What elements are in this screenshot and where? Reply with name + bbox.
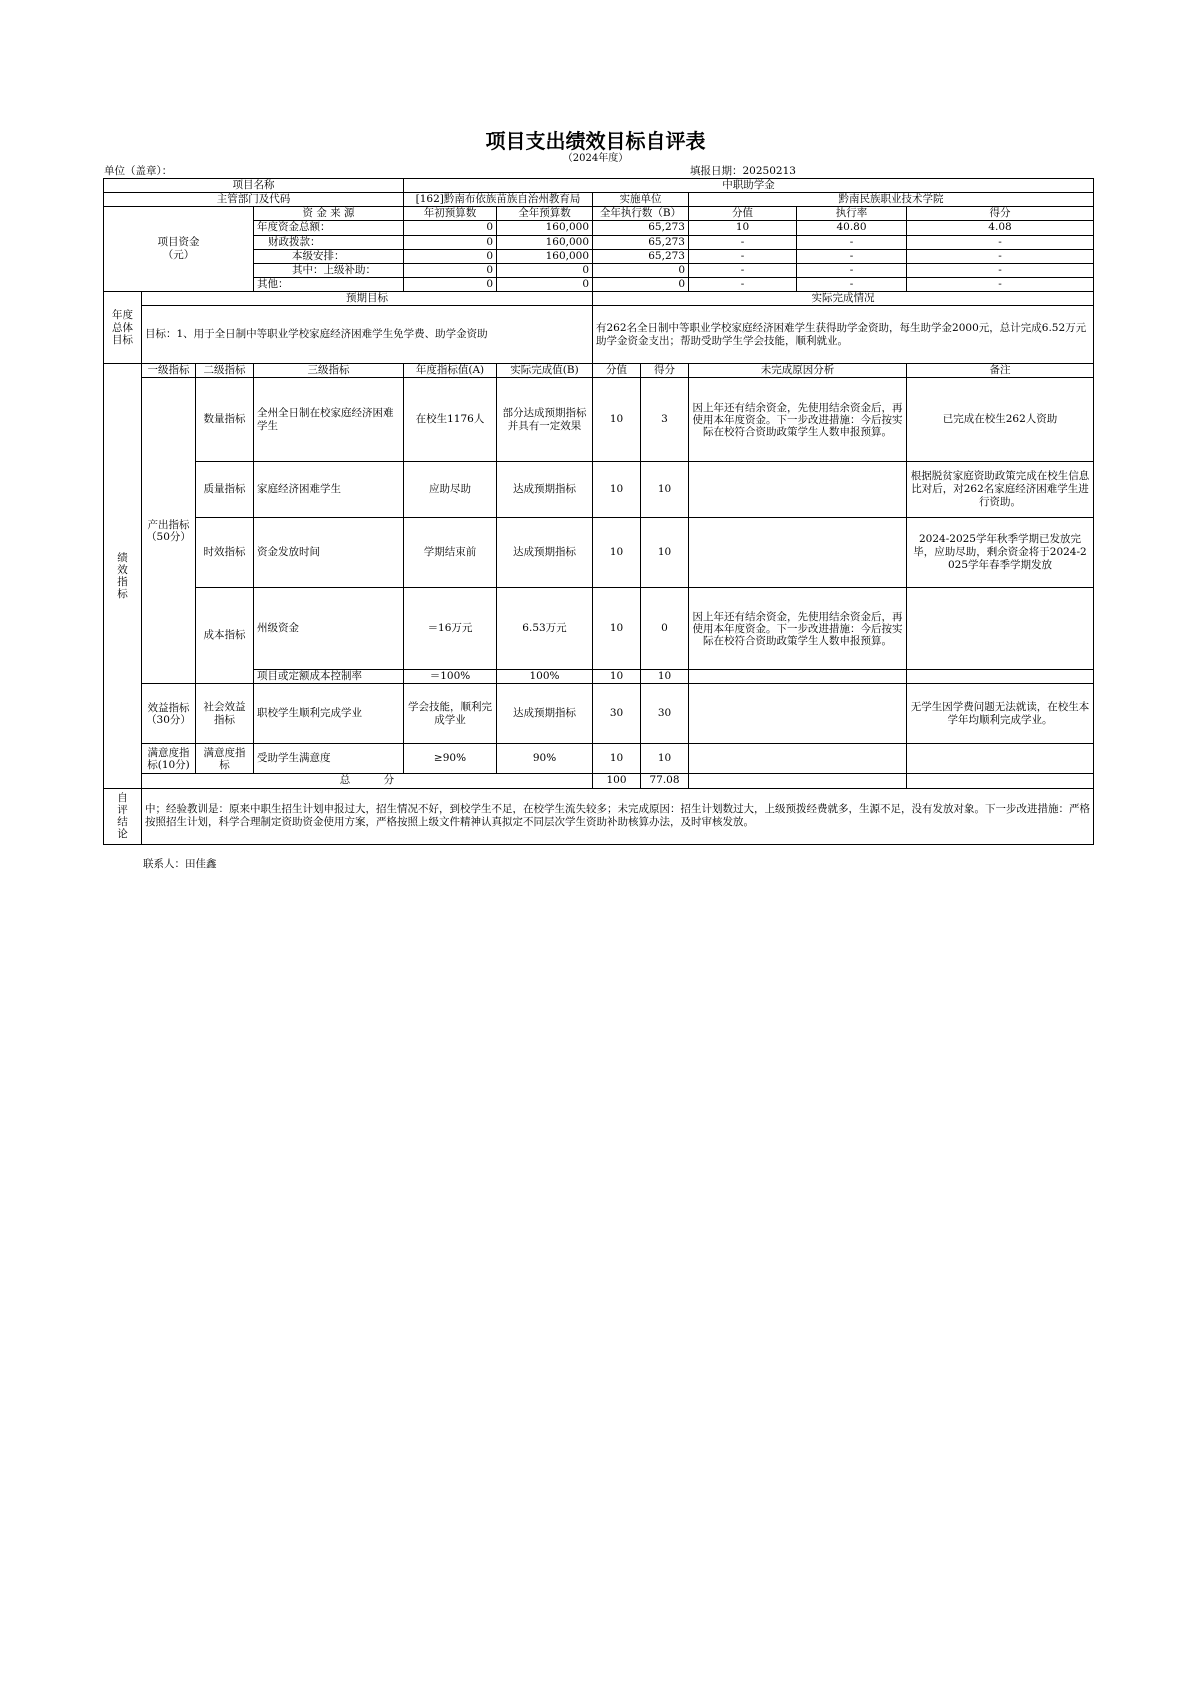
actual-completion-header: 实际完成情况	[593, 292, 1094, 306]
fund-score: -	[907, 263, 1094, 277]
indicator-score: 0	[641, 588, 689, 670]
fund-score: -	[907, 235, 1094, 249]
indicator-reason	[689, 670, 907, 684]
indicator-note: 已完成在校生262人资助	[907, 378, 1094, 462]
project-name-label: 项目名称	[104, 179, 404, 193]
contact-person: 联系人：田佳鑫	[143, 858, 217, 870]
performance-indicators-label: 绩 效 指 标	[104, 364, 142, 788]
indicator-reason: 因上年还有结余资金，先使用结余资金后，再使用本年度资金。下一步改进措施：今后按实际在校符合资助政策学生人数申报预算。	[689, 378, 907, 462]
goals-header-row	[104, 292, 1094, 306]
fund-initial: 0	[404, 277, 497, 291]
fill-date: 填报日期：20250213	[690, 165, 796, 177]
fund-rate: -	[797, 235, 907, 249]
indicator-reason: 因上年还有结余资金，先使用结余资金后，再使用本年度资金。下一步改进措施：今后按实际在校符合资助政策学生人数申报预算。	[689, 588, 907, 670]
implementing-unit-label: 实施单位	[593, 193, 689, 207]
indicator-level3: 州级资金	[254, 588, 404, 670]
indicator-actual: 6.53万元	[497, 588, 593, 670]
indicator-level2: 满意度指标	[196, 744, 254, 774]
indicator-target: 在校生1176人	[404, 378, 497, 462]
fund-source: 其中：上级补助：	[254, 263, 404, 277]
funds-header-rate: 执行率	[797, 207, 907, 221]
fund-score-value: -	[689, 277, 797, 291]
indicator-row	[104, 462, 1094, 518]
indicator-note: 根据脱贫家庭资助政策完成在校生信息比对后，对262名家庭经济困难学生进行资助。	[907, 462, 1094, 518]
department-value: [162]黔南布依族苗族自治州教育局	[404, 193, 593, 207]
benefit-indicator-label: 效益指标 （30分）	[142, 684, 196, 744]
indicator-level3: 资金发放时间	[254, 518, 404, 588]
indicator-score: 3	[641, 378, 689, 462]
indicator-level2: 数量指标	[196, 378, 254, 462]
indicator-actual: 部分达成预期指标并具有一定效果	[497, 378, 593, 462]
indicator-header-level2: 二级指标	[196, 364, 254, 378]
funds-header-executed: 全年执行数（B）	[593, 207, 689, 221]
indicator-row	[104, 518, 1094, 588]
indicator-header-reason: 未完成原因分析	[689, 364, 907, 378]
fund-score: -	[907, 249, 1094, 263]
annual-goals-label: 年度 总体 目标	[104, 292, 142, 364]
fund-annual: 160,000	[497, 221, 593, 235]
total-reason-empty	[689, 774, 907, 788]
indicator-header-level3: 三级指标	[254, 364, 404, 378]
indicator-level2: 时效指标	[196, 518, 254, 588]
indicator-score: 10	[641, 462, 689, 518]
indicator-reason	[689, 684, 907, 744]
indicator-row	[104, 588, 1094, 670]
total-label: 总 分	[142, 774, 593, 788]
indicator-score: 30	[641, 684, 689, 744]
fund-annual: 0	[497, 263, 593, 277]
fund-executed: 65,273	[593, 221, 689, 235]
indicator-target: 学会技能，顺利完成学业	[404, 684, 497, 744]
funds-header-initial: 年初预算数	[404, 207, 497, 221]
self-evaluation-label: 自 评 结 论	[104, 788, 142, 844]
fund-rate: -	[797, 263, 907, 277]
fund-rate: 40.80	[797, 221, 907, 235]
indicator-actual: 达成预期指标	[497, 684, 593, 744]
indicator-row	[104, 684, 1094, 744]
total-note-empty	[907, 774, 1094, 788]
fund-source: 本级安排：	[254, 249, 404, 263]
indicator-row	[104, 744, 1094, 774]
department-row	[104, 193, 1094, 207]
funds-label: 项目资金 （元）	[104, 207, 254, 292]
indicator-header-value: 分值	[593, 364, 641, 378]
indicator-value: 10	[593, 518, 641, 588]
indicator-header-level1: 一级指标	[142, 364, 196, 378]
fund-rate: -	[797, 249, 907, 263]
fund-score-value: -	[689, 263, 797, 277]
indicator-note	[907, 744, 1094, 774]
conclusion-row	[104, 788, 1094, 844]
indicator-target: 学期结束前	[404, 518, 497, 588]
implementing-unit-value: 黔南民族职业技术学院	[689, 193, 1094, 207]
fund-executed: 65,273	[593, 249, 689, 263]
fund-score-value: -	[689, 249, 797, 263]
fund-initial: 0	[404, 221, 497, 235]
fund-source: 年度资金总额：	[254, 221, 404, 235]
indicator-actual: 90%	[497, 744, 593, 774]
total-value: 100	[593, 774, 641, 788]
fund-initial: 0	[404, 263, 497, 277]
indicators-header-row	[104, 364, 1094, 378]
department-label: 主管部门及代码	[104, 193, 404, 207]
funds-header-annual: 全年预算数	[497, 207, 593, 221]
expected-goal-text: 目标：1、用于全日制中等职业学校家庭经济困难学生免学费、助学金资助	[142, 306, 593, 364]
indicator-row	[104, 378, 1094, 462]
indicator-reason	[689, 744, 907, 774]
indicator-value: 30	[593, 684, 641, 744]
indicator-value: 10	[593, 744, 641, 774]
fund-annual: 160,000	[497, 235, 593, 249]
output-indicator-label: 产出指标 （50分）	[142, 378, 196, 684]
self-evaluation-text: 中；经验教训是：原来中职生招生计划申报过大，招生情况不好，到校学生不足，在校学生流失较多；未完成原因：招生计划数过大，上级预拨经费就多，生源不足，没有发放对象。下一步改进措施：严格按照招生计划，科学合理制定资助资金使用方案，严格按照上级文件精神认真拟定不同层次学生资助补助核算办法，及时审核发放。	[142, 788, 1094, 844]
total-score: 77.08	[641, 774, 689, 788]
goals-content-row	[104, 306, 1094, 364]
indicator-level3: 职校学生顺利完成学业	[254, 684, 404, 744]
fund-executed: 65,273	[593, 235, 689, 249]
indicator-note	[907, 588, 1094, 670]
indicator-value: 10	[593, 378, 641, 462]
indicator-level3: 全州全日制在校家庭经济困难学生	[254, 378, 404, 462]
expected-goal-header: 预期目标	[142, 292, 593, 306]
indicator-level3: 受助学生满意度	[254, 744, 404, 774]
self-evaluation-table	[103, 178, 1094, 845]
indicator-actual: 达成预期指标	[497, 462, 593, 518]
indicator-header-note: 备注	[907, 364, 1094, 378]
fund-score: -	[907, 277, 1094, 291]
fund-score-value: 10	[689, 221, 797, 235]
indicator-value: 10	[593, 670, 641, 684]
funds-header-row	[104, 207, 1094, 221]
funds-header-score-value: 分值	[689, 207, 797, 221]
indicator-score: 10	[641, 670, 689, 684]
indicator-header-target: 年度指标值(A)	[404, 364, 497, 378]
fund-source: 其他：	[254, 277, 404, 291]
indicator-note: 2024-2025学年秋季学期已发放完毕，应助尽助，剩余资金将于2024-2025学年春季学期发放	[907, 518, 1094, 588]
indicator-score: 10	[641, 518, 689, 588]
satisfaction-indicator-label: 满意度指 标(10分)	[142, 744, 196, 774]
fund-annual: 0	[497, 277, 593, 291]
indicator-note: 无学生因学费问题无法就读，在校生本学年均顺利完成学业。	[907, 684, 1094, 744]
fund-initial: 0	[404, 249, 497, 263]
indicator-target: ＝16万元	[404, 588, 497, 670]
indicator-level3: 项目或定额成本控制率	[254, 670, 404, 684]
project-name: 中职助学金	[404, 179, 1094, 193]
indicator-reason	[689, 518, 907, 588]
indicator-value: 10	[593, 588, 641, 670]
fund-source: 财政拨款：	[254, 235, 404, 249]
indicator-actual: 100%	[497, 670, 593, 684]
fund-rate: -	[797, 277, 907, 291]
indicator-level3: 家庭经济困难学生	[254, 462, 404, 518]
indicator-score: 10	[641, 744, 689, 774]
fund-executed: 0	[593, 277, 689, 291]
total-row	[104, 774, 1094, 788]
project-name-row	[104, 179, 1094, 193]
indicator-level2: 成本指标	[196, 588, 254, 684]
indicator-note	[907, 670, 1094, 684]
indicator-target: ＝100%	[404, 670, 497, 684]
fund-score: 4.08	[907, 221, 1094, 235]
indicator-actual: 达成预期指标	[497, 518, 593, 588]
fund-annual: 160,000	[497, 249, 593, 263]
indicator-header-score: 得分	[641, 364, 689, 378]
indicator-header-actual: 实际完成值(B)	[497, 364, 593, 378]
indicator-target: ≥90%	[404, 744, 497, 774]
indicator-level2: 质量指标	[196, 462, 254, 518]
indicator-level2: 社会效益指标	[196, 684, 254, 744]
unit-label: 单位（盖章）：	[104, 165, 173, 177]
page-title: 项目支出绩效目标自评表	[485, 129, 706, 153]
indicator-reason	[689, 462, 907, 518]
fund-score-value: -	[689, 235, 797, 249]
indicator-target: 应助尽助	[404, 462, 497, 518]
report-year: （2024年度）	[562, 153, 629, 164]
funds-header-score: 得分	[907, 207, 1094, 221]
fund-executed: 0	[593, 263, 689, 277]
indicator-value: 10	[593, 462, 641, 518]
actual-completion-text: 有262名全日制中等职业学校家庭经济困难学生获得助学金资助，每生助学金2000元，总计完成6.52万元助学金资金支出；帮助受助学生学会技能，顺利就业。	[593, 306, 1094, 364]
fund-initial: 0	[404, 235, 497, 249]
funds-header-source: 资 金 来 源	[254, 207, 404, 221]
